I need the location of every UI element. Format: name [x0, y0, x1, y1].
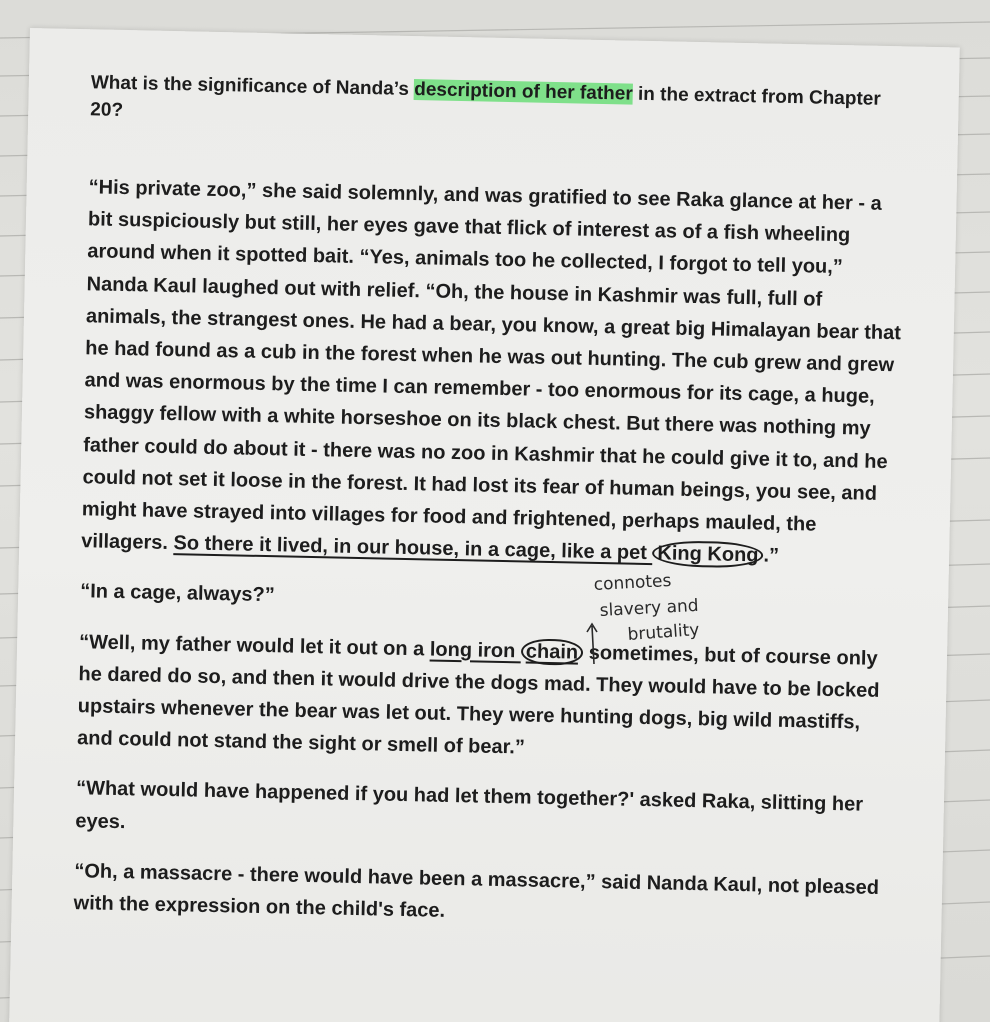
question-text-start: What is the significance of Nanda’s: [90, 72, 415, 101]
annotation-line-2: slavery and: [599, 595, 700, 621]
paragraph-5-text: “Oh, a massacre - there would have been a massacre,” said Nanda Kaul, not pleased with the expression on the child's face.: [73, 859, 880, 922]
annotation-line-1: connotes: [593, 570, 672, 595]
paragraph-1-text: “His private zoo,” she said solemnly, and was gratified to see Raka glance at her - a bit suspiciously but still, her eyes gave that flick of interest as of a fish wheeling around when it spotted bait. “Yes, animals too he collected, I forgot to tell you,” Nanda Kaul laughed out with relief. “Oh, the house in Kashmir was full, full of animals, the strangest ones. He had a bear, you know, a great big Himalayan bear that he had found as a cub in the forest when he was out hunting. The cub grew and grew and was enormous by the time I can remember - too enormous for its cage, a huge, shaggy fellow with a white horseshoe on its black chest. But there was nothing my father could do about it - there was no zoo in Kashmir that he could give it to, and he could not set it loose in the forest. It had lost its fear of human beings, you see, and might have strayed into villages for food and frightened, perhaps mauled, the villagers.: [81, 176, 902, 555]
paragraph-5: [73, 855, 894, 937]
circled-word-king-kong: King Kong: [652, 540, 764, 568]
paragraph-4: [75, 773, 896, 855]
paragraph-1: [81, 171, 909, 575]
document-body: [73, 69, 911, 954]
handwritten-annotation: [570, 560, 790, 670]
paragraph-1-end: .”: [763, 544, 780, 568]
question-text-end: in the extract from Chapter 20?: [90, 83, 881, 121]
paper-sheet: [8, 28, 960, 1022]
annotation-up-arrow-icon: [587, 624, 597, 664]
annotation-line-3: brutality: [626, 620, 700, 645]
highlighted-phrase: description of her father: [413, 79, 633, 105]
question-heading: [90, 69, 911, 140]
underlined-phrase-iron: long iron: [429, 638, 522, 663]
underlined-phrase-cage: So there it lived, in our house, in a cage, like a pet: [173, 532, 653, 565]
paragraph-3-text-end: sometimes, but of course only he dared do so, and then it would drive the dogs mad. They would have to be locked upstairs whenever the bear was let out. They were hunting dogs, big wild mastiffs, and could not stand the sight or smell of bear.”: [76, 641, 880, 759]
paragraph-2-text: “In a cage, always?”: [79, 580, 275, 607]
paragraph-4-text: “What would have happened if you had let them together?' asked Raka, slitting her eyes.: [75, 777, 864, 833]
circled-word-chain: chain: [521, 638, 584, 665]
paragraph-3-text-start: “Well, my father would let it out on a: [78, 630, 431, 661]
